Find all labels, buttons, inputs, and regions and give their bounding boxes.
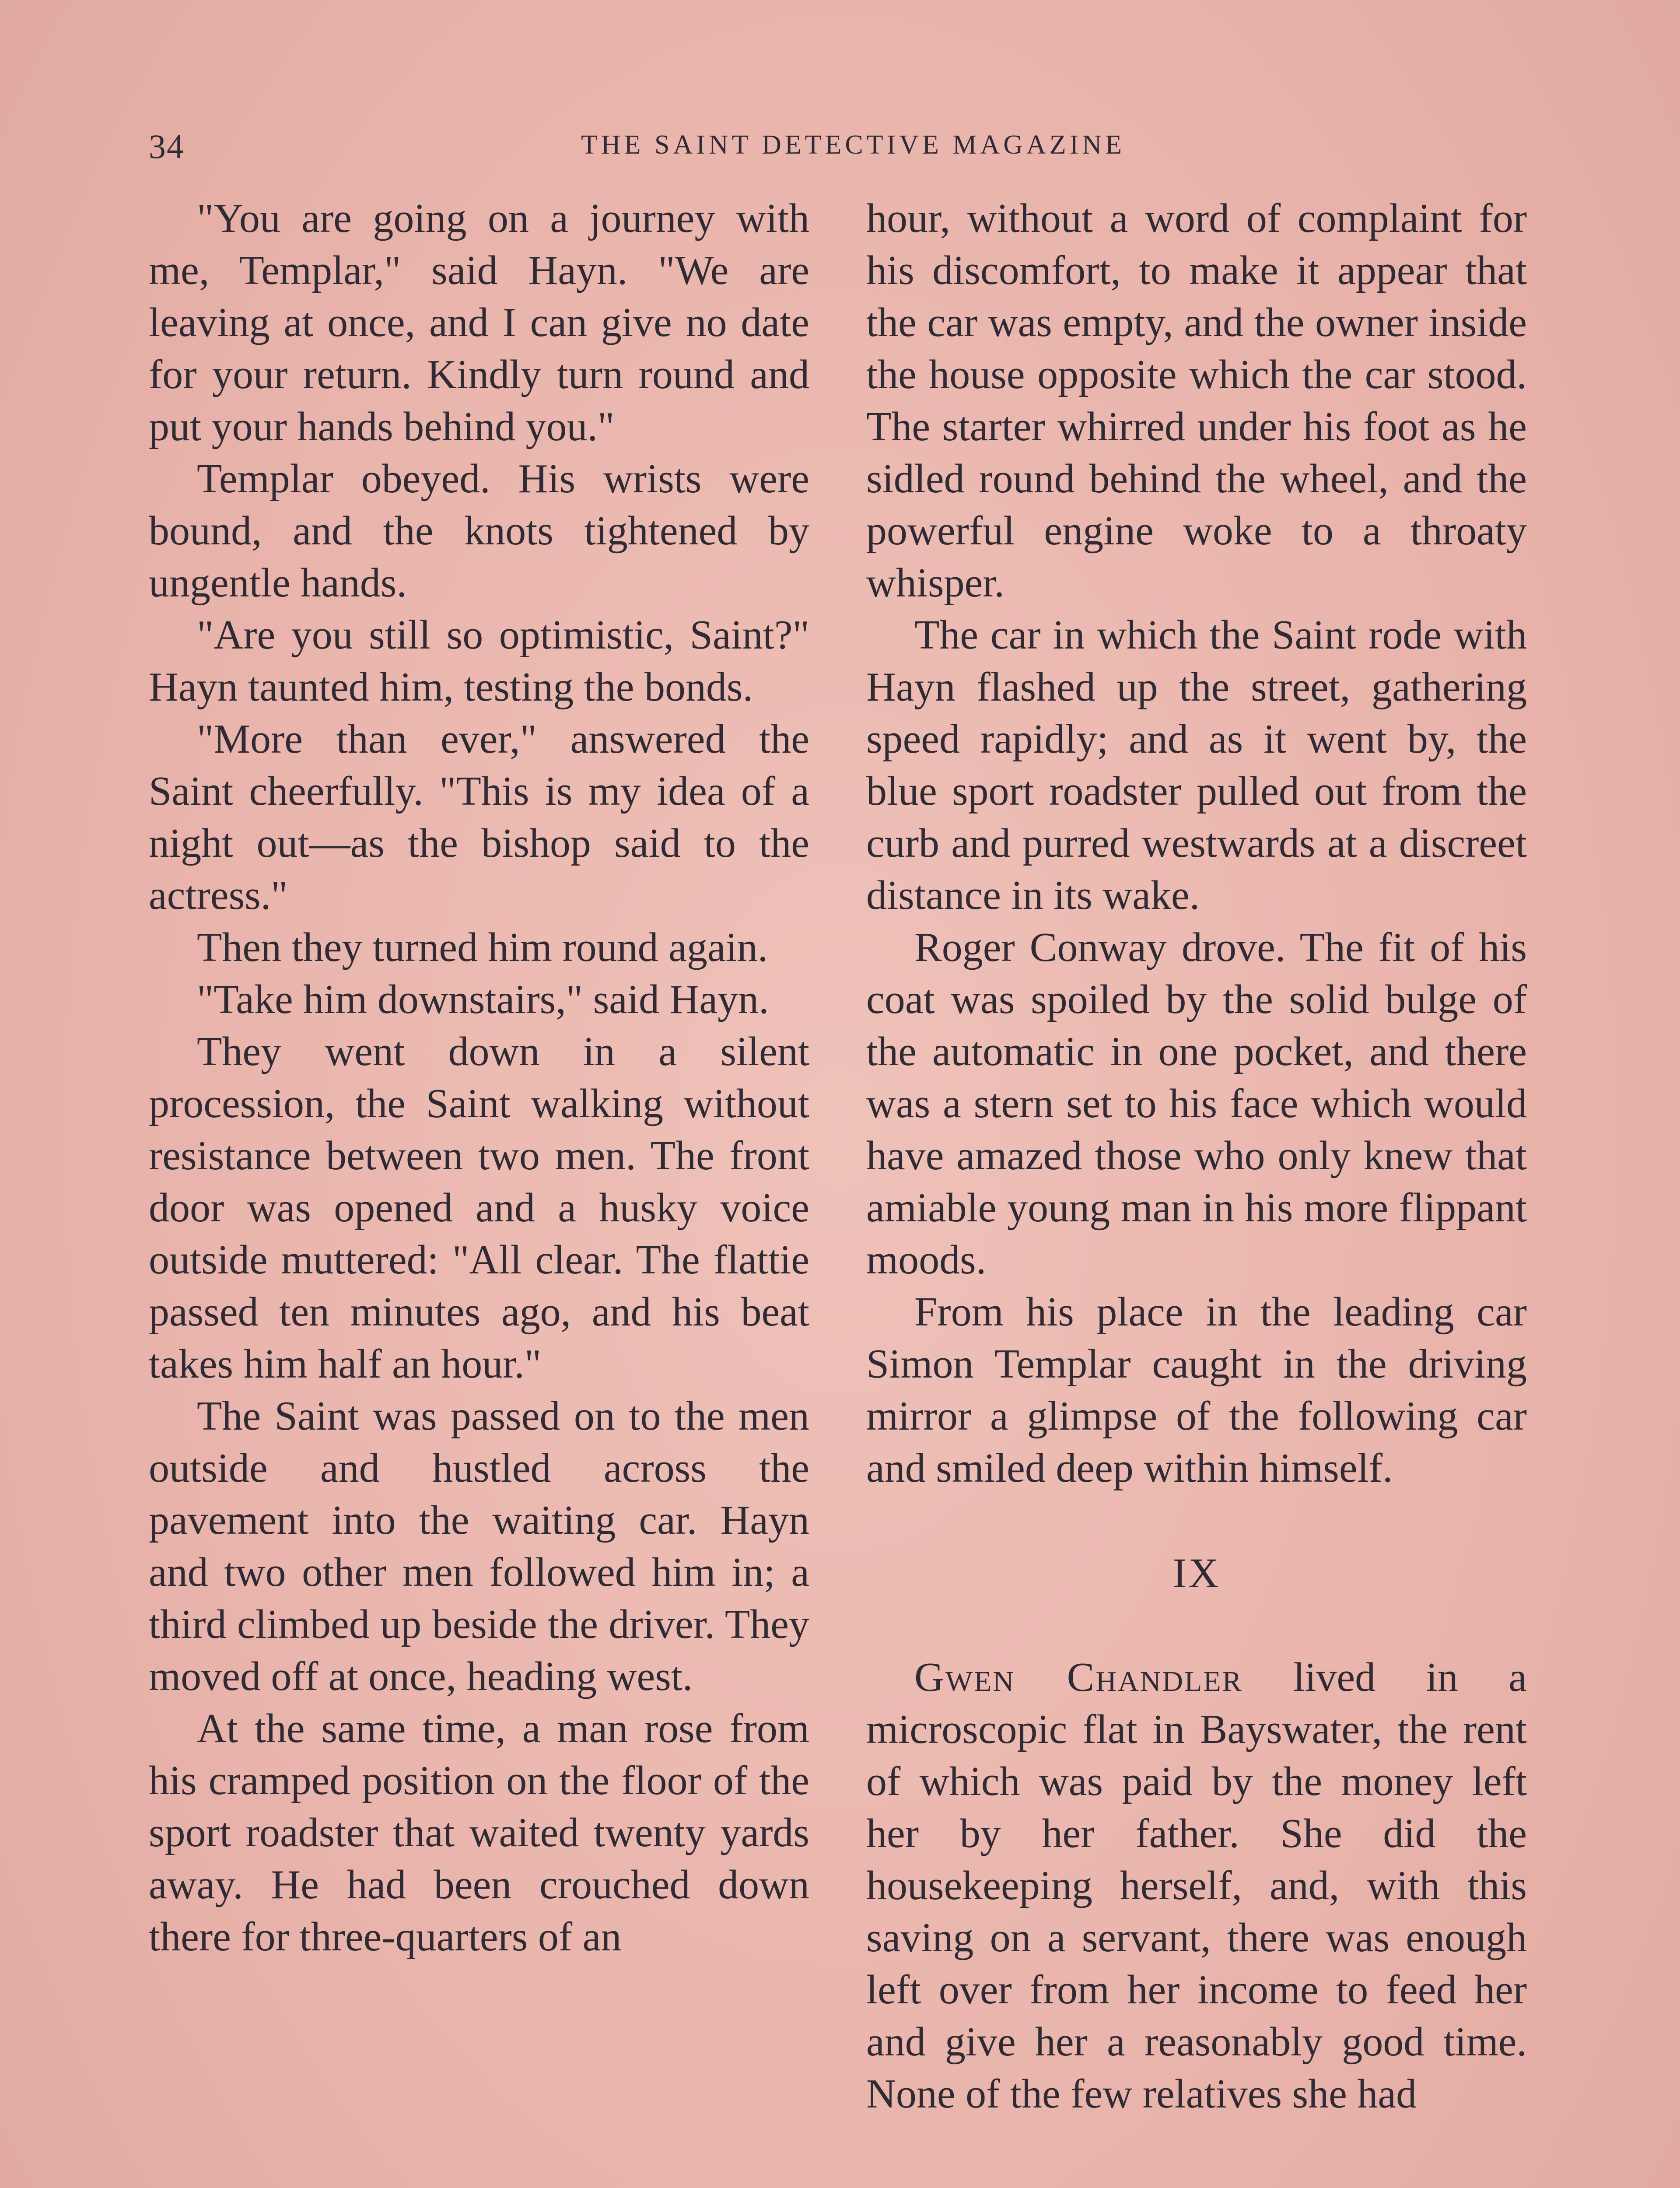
chapter-lead-smallcaps: Gwen Chandler	[914, 1655, 1243, 1700]
paragraph: Templar obeyed. His wrists were bound, and the knots tightened by ungentle hands.	[149, 456, 809, 606]
continued-paragraph: hour, without a word of complaint for his discomfort, to make it appear that the car was empty, and the owner inside the house opposite which the car stood. The starter whirred under his foot as he sidled round behind the wheel, and the powerful engine woke to a throaty whisper.	[866, 196, 1527, 606]
paragraph: At the same time, a man rose from his cramped position on the floor of the sport roadster that waited twenty yards away. He had been crouched down there for three-quarters of an	[149, 1706, 809, 1960]
paragraph: "Take him downstairs," said Hayn.	[197, 977, 769, 1022]
running-head: THE SAINT DETECTIVE MAGAZINE	[581, 130, 1125, 160]
left-column	[149, 193, 809, 2188]
chapter-opening-paragraph	[866, 1652, 1527, 2120]
paragraph: "More than ever," answered the Saint cheerfully. "This is my idea of a night out—as the bishop said to the actress."	[149, 716, 809, 918]
paragraph: "Are you still so optimistic, Saint?" Hayn taunted him, testing the bonds.	[149, 612, 809, 710]
page-number: 34	[149, 127, 185, 165]
chapter-heading: IX	[1172, 1550, 1221, 1596]
right-column	[866, 193, 1527, 2188]
paragraph: Then they turned him round again.	[197, 925, 768, 970]
paragraph: "You are going on a journey with me, Templar," said Hayn. "We are leaving at once, and I can give no date for your return. Kindly turn round and put your hands behind you."	[149, 196, 809, 449]
paragraph: The car in which the Saint rode with Hayn flashed up the street, gathering speed rapidly; and as it went by, the blue sport roadster pulled out from the curb and purred westwards at a discreet distance in its wake.	[866, 612, 1527, 918]
paragraph: From his place in the leading car Simon Templar caught in the driving mirror a glimpse of the following car and smiled deep within himself.	[866, 1289, 1527, 1491]
chapter-lead-rest: lived in a microscopic flat in Bayswater, the rent of which was paid by the money left her by her father. She did the housekeeping herself, and, with this saving on a servant, there was enough left over from her income to feed her and give her a reasonably good time. None of the few relatives she had	[866, 1655, 1527, 2117]
paragraph: Roger Conway drove. The fit of his coat was spoiled by the solid bulge of the automatic in one pocket, and there was a stern set to his face which would have amazed those who only knew that amiable young man in his more flippant moods.	[866, 925, 1527, 1283]
paragraph: The Saint was passed on to the men outside and hustled across the pavement into the waiting car. Hayn and two other men followed him in; a third climbed up beside the driver. They moved off at once, heading west.	[149, 1393, 809, 1699]
page-header	[144, 127, 1544, 179]
paragraph: They went down in a silent procession, the Saint walking without resistance between two men. The front door was opened and a husky voice outside muttered: "All clear. The flattie passed ten minutes ago, and his beat takes him half an hour."	[149, 1029, 809, 1387]
